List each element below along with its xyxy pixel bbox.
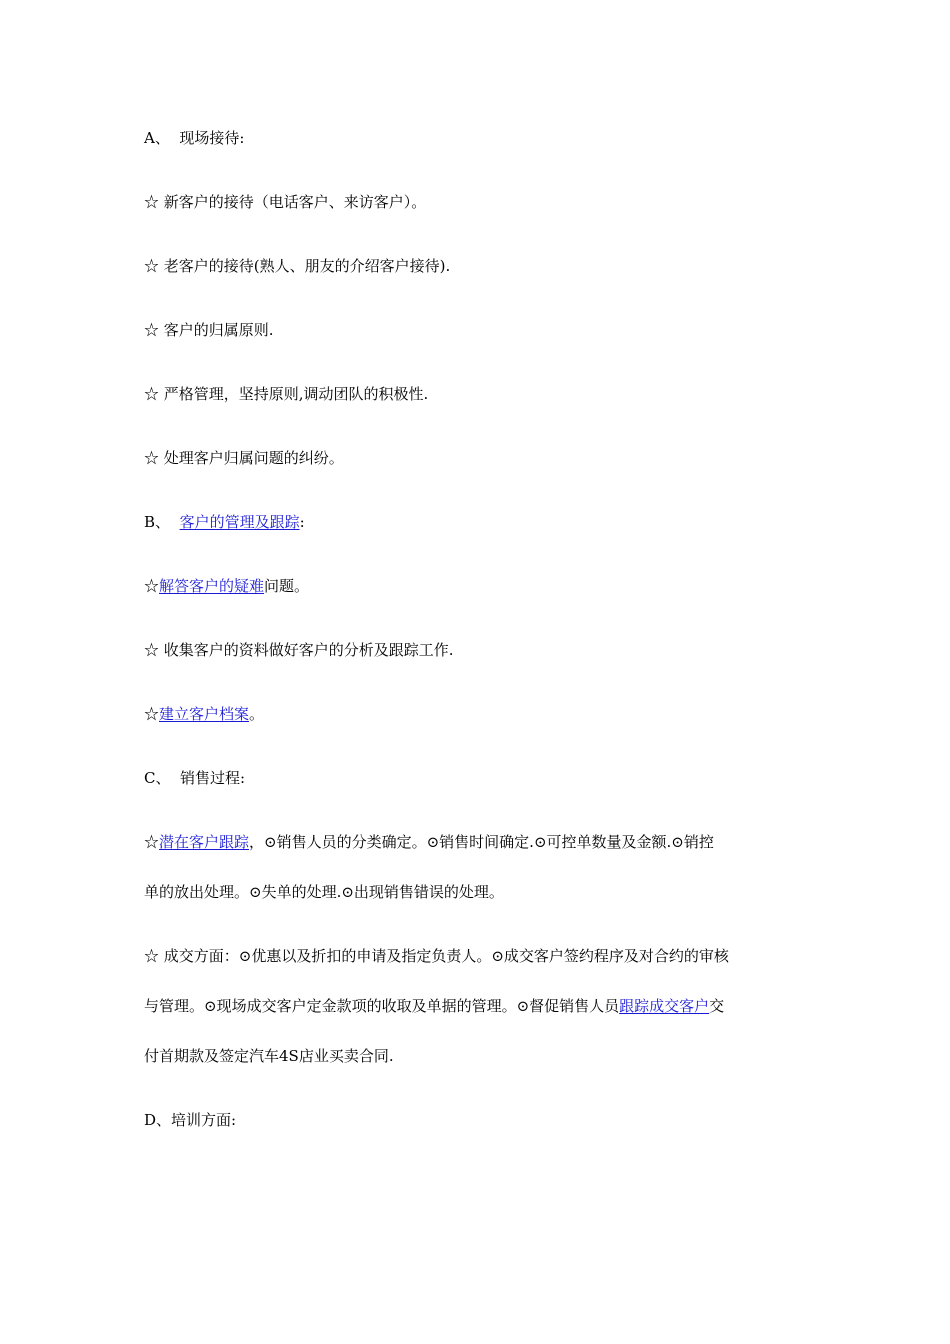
section-a-item-1: ☆ 新客户的接待（电话客户、来访客户）。 <box>144 193 427 211</box>
section-c-item-1-line-1 <box>144 832 824 852</box>
section-a-heading <box>144 128 824 148</box>
section-c-item-2-line-3: 付首期款及签定汽车4S店业买卖合同. <box>144 1047 394 1065</box>
section-c-prefix: C、 <box>144 769 171 787</box>
section-a-item-3: ☆ 客户的归属原则. <box>144 321 274 339</box>
section-c-item-2-tail: 交 <box>709 997 725 1015</box>
section-b-suffix: : <box>299 513 305 531</box>
section-c-item-1-line-2: 单的放出处理。⊙失单的处理.⊙出现销售错误的处理。 <box>144 883 504 901</box>
section-b-item-2: ☆ 收集客户的资料做好客户的分析及跟踪工作. <box>144 641 454 659</box>
section-a-item-2: ☆ 老客户的接待(熟人、朋友的介绍客户接待). <box>144 257 451 275</box>
section-a-title: 现场接待: <box>179 129 245 147</box>
star-icon: ☆ <box>144 833 160 851</box>
section-b-item-3-tail: 。 <box>249 705 265 723</box>
section-c-heading <box>144 768 824 788</box>
section-c-item-2-line-1: ☆ 成交方面：⊙优惠以及折扣的申请及指定负责人。⊙成交客户签约程序及对合约的审核 <box>144 947 729 965</box>
section-c-item-1-text: ，⊙销售人员的分类确定。⊙销售时间确定.⊙可控单数量及金额.⊙销控 <box>249 833 714 851</box>
section-c-item-2-line-2 <box>144 996 824 1016</box>
track-closed-customer-link[interactable]: 跟踪成交客户 <box>619 997 710 1015</box>
customer-management-link[interactable]: 客户的管理及跟踪 <box>179 513 300 531</box>
section-d-heading: D、培训方面: <box>144 1111 237 1129</box>
section-b-item-1 <box>144 576 824 596</box>
customer-archive-link[interactable]: 建立客户档案 <box>159 705 250 723</box>
answer-questions-link[interactable]: 解答客户的疑难 <box>159 577 265 595</box>
section-b-heading <box>144 512 824 532</box>
section-b-prefix: B、 <box>144 513 171 531</box>
section-a-prefix: A、 <box>144 129 170 147</box>
section-c-item-2-head: 与管理。⊙现场成交客户定金款项的收取及单据的管理。⊙督促销售人员 <box>144 997 620 1015</box>
section-b-item-1-tail: 问题。 <box>264 577 310 595</box>
section-a-item-5: ☆ 处理客户归属问题的纠纷。 <box>144 449 344 467</box>
star-icon: ☆ <box>144 577 160 595</box>
section-c-title: 销售过程: <box>180 769 246 787</box>
star-icon: ☆ <box>144 705 160 723</box>
section-b-item-3 <box>144 704 824 724</box>
section-a-item-4: ☆ 严格管理，坚持原则,调动团队的积极性. <box>144 385 429 403</box>
potential-customer-tracking-link[interactable]: 潜在客户跟踪 <box>159 833 250 851</box>
